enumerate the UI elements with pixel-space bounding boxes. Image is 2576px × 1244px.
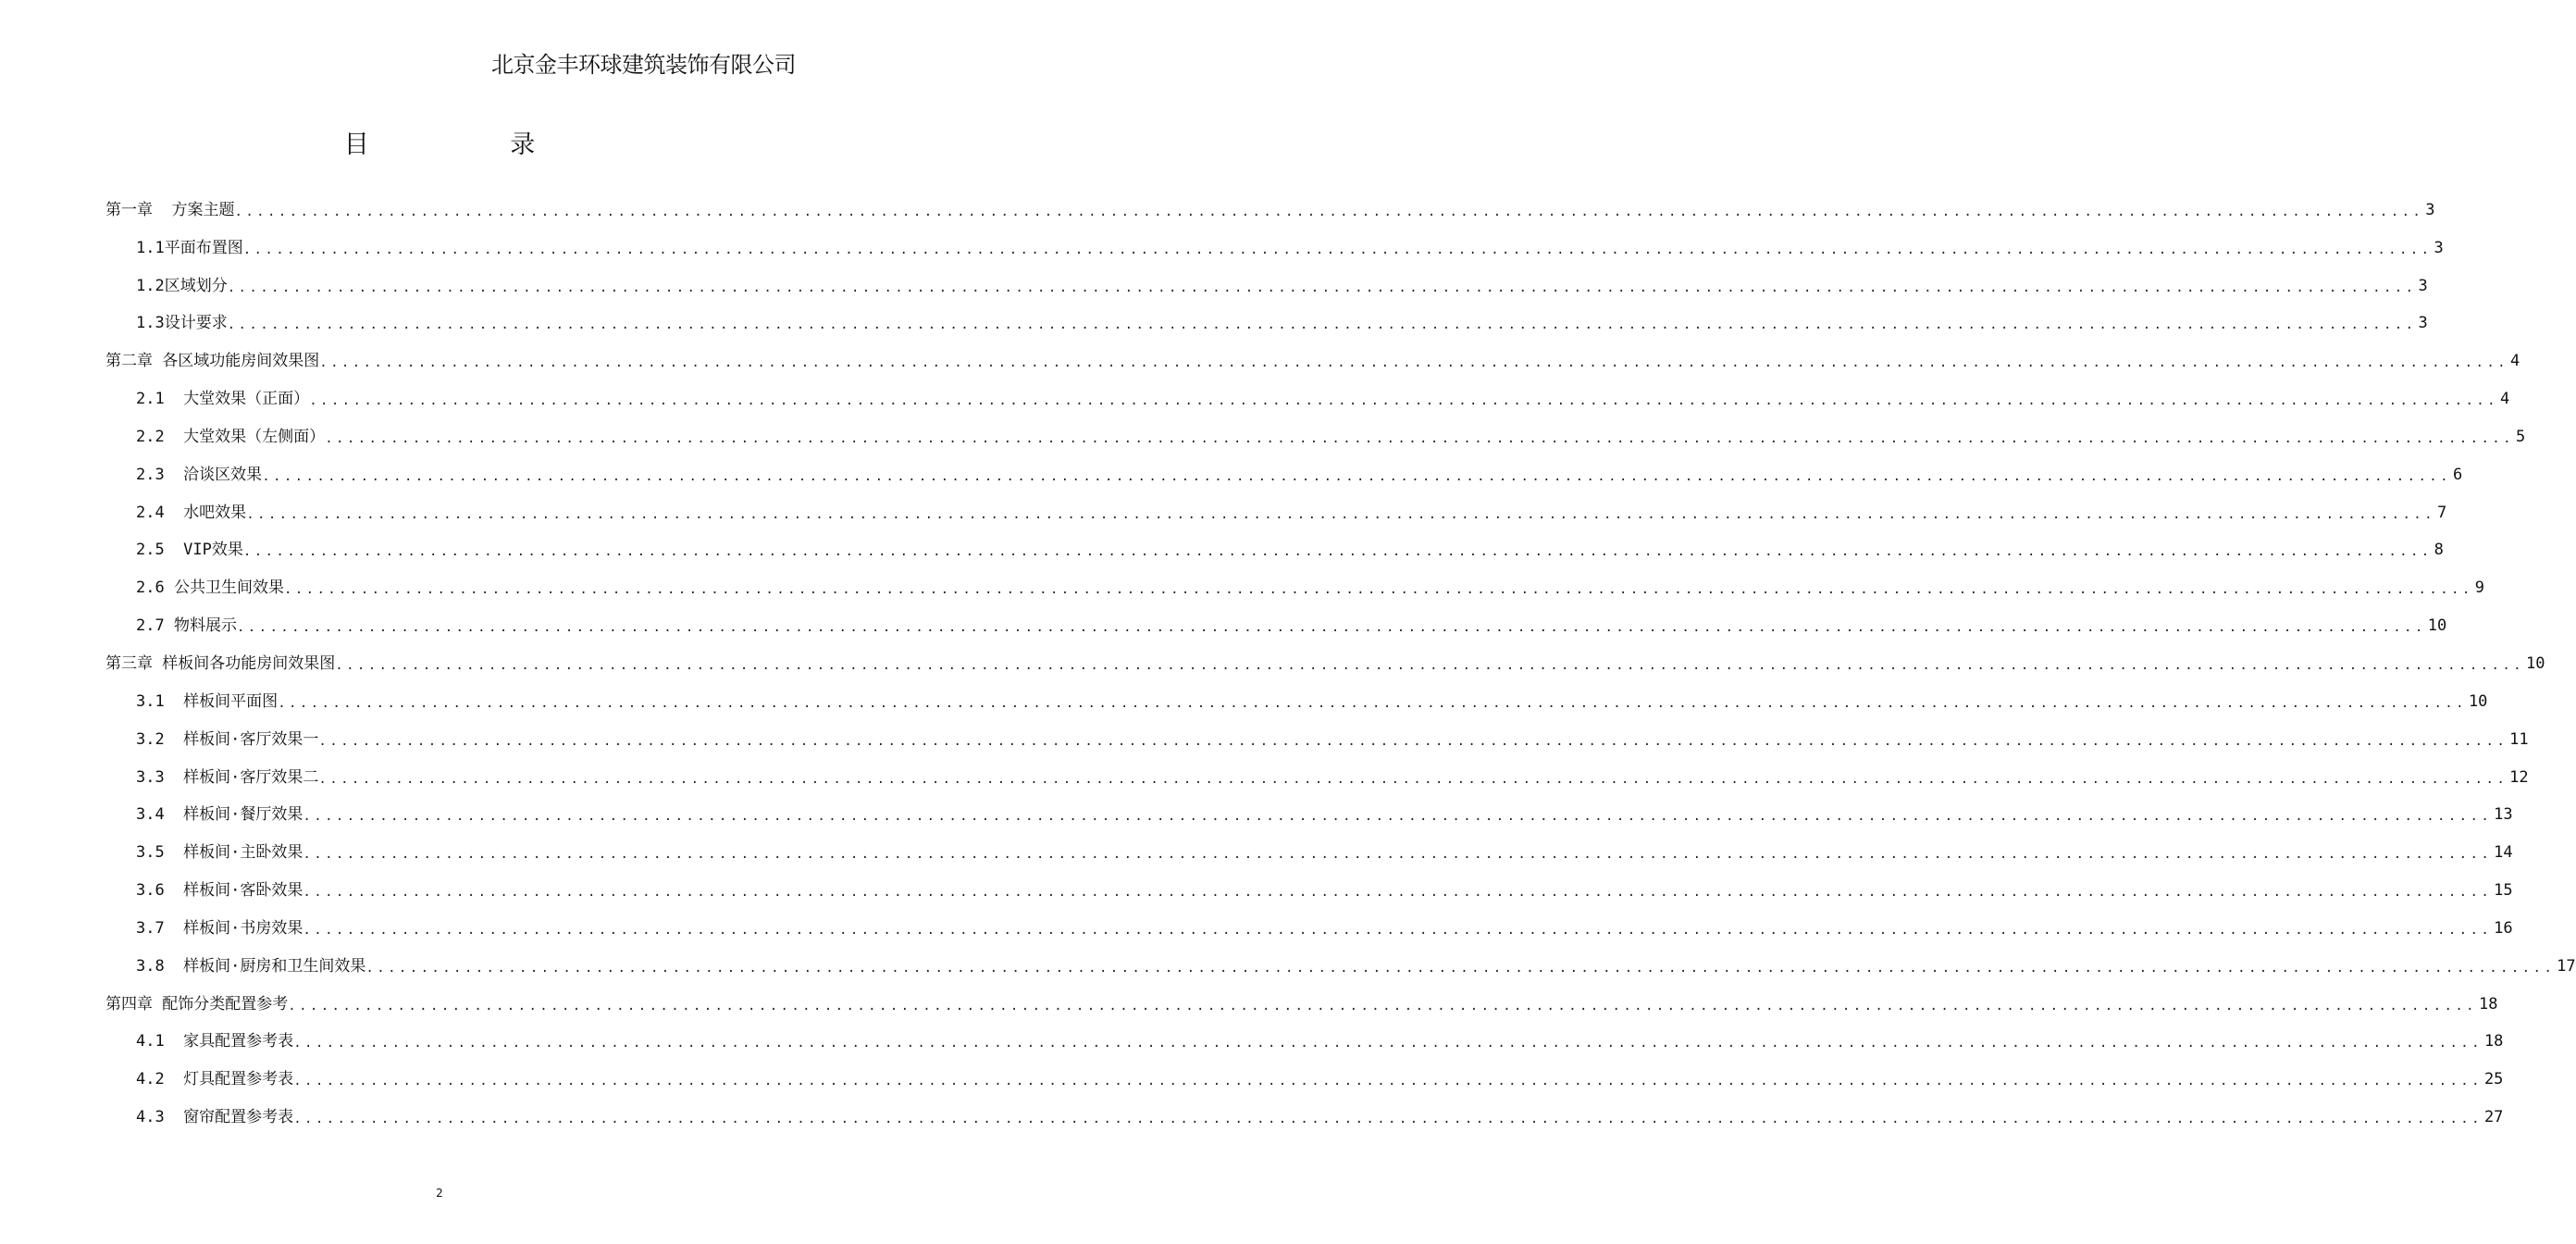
toc-leader-dots: ........................................................................................................................................................................................................ [318, 771, 2508, 787]
toc-entry-title: 2.2 大堂效果（左侧面） [136, 427, 326, 446]
toc-entry-title: 第三章 样板间各功能房间效果图 [105, 653, 336, 673]
toc-leader-dots: ........................................................................................................................................................................................................ [227, 317, 2417, 333]
toc-leader-dots: ........................................................................................................................................................................................................ [325, 430, 2514, 446]
toc-entry-page: 3 [2418, 276, 2428, 295]
toc-entry-title: 2.1 大堂效果（正面） [136, 390, 310, 409]
toc-leader-dots: ........................................................................................................................................................................................................ [318, 733, 2508, 749]
toc-leader-dots: ........................................................................................................................................................................................................ [309, 393, 2498, 409]
toc-leader-dots: ........................................................................................................................................................................................................ [283, 582, 2473, 598]
toc-entry-page: 15 [2494, 881, 2513, 901]
toc-entry-title: 4.2 灯具配置参考表 [136, 1070, 294, 1089]
toc-entry-page: 3 [2434, 238, 2444, 257]
toc-leader-dots: ........................................................................................................................................................................................................ [303, 809, 2493, 825]
toc-entry-title: 3.6 样板间·客卧效果 [136, 881, 303, 901]
toc-entry[interactable] [105, 229, 2444, 267]
toc-entry-page: 11 [2509, 729, 2529, 749]
toc-entry[interactable] [105, 1060, 2504, 1098]
toc-entry[interactable] [105, 1023, 2504, 1061]
toc-entry-title: 1.1平面布置图 [136, 238, 243, 257]
toc-entry-title: 第二章 各区域功能房间效果图 [105, 352, 320, 371]
toc-entry-title: 3.2 样板间·客厅效果一 [136, 729, 319, 749]
toc-entry[interactable] [105, 379, 2510, 417]
toc-entry[interactable] [105, 568, 2484, 606]
toc-entry[interactable] [105, 455, 2463, 493]
toc-entry[interactable] [105, 833, 2513, 871]
toc-leader-dots: ........................................................................................................................................................................................................ [227, 280, 2417, 295]
toc-entry-page: 5 [2515, 427, 2526, 446]
toc-entry-page: 17 [2557, 956, 2576, 976]
toc-entry-page: 18 [2483, 1032, 2504, 1051]
toc-leader-dots: ........................................................................................................................................................................................................ [242, 242, 2433, 257]
toc-leader-dots: ........................................................................................................................................................................................................ [319, 355, 2508, 371]
toc-leader-dots: ........................................................................................................................................................................................................ [242, 544, 2433, 560]
toc-entry[interactable] [105, 758, 2529, 796]
toc-entry-page: 9 [2474, 578, 2484, 598]
toc-leader-dots: ........................................................................................................................................................................................................ [365, 960, 2556, 976]
toc-entry[interactable] [105, 305, 2428, 342]
toc-entry-page: 6 [2452, 465, 2463, 484]
toc-entry-title: 3.7 样板间·书房效果 [136, 918, 303, 938]
toc-entry[interactable] [105, 947, 2576, 985]
toc-entry-title: 第四章 配饰分类配置参考 [105, 994, 289, 1014]
toc-entry[interactable] [105, 1098, 2504, 1136]
toc-entry-page: 8 [2434, 541, 2444, 560]
toc-entry-page: 10 [2427, 616, 2447, 636]
toc-entry-page: 4 [2509, 352, 2520, 371]
toc-entry-page: 3 [2425, 200, 2435, 219]
toc-entry[interactable] [105, 871, 2513, 909]
page-number: 2 [436, 1187, 443, 1200]
toc-leader-dots: ........................................................................................................................................................................................................ [303, 922, 2493, 938]
toc-entry[interactable] [105, 417, 2526, 455]
page-title: 目 录 [343, 131, 602, 159]
toc-entry-page: 12 [2509, 767, 2529, 787]
toc-leader-dots: ........................................................................................................................................................................................................ [293, 1112, 2483, 1127]
toc-entry[interactable] [105, 644, 2545, 682]
toc-leader-dots: ........................................................................................................................................................................................................ [278, 695, 2467, 711]
toc-entry-title: 3.8 样板间·厨房和卫生间效果 [136, 956, 366, 976]
toc-entry[interactable] [105, 267, 2428, 305]
toc-entry-title: 2.5 VIP效果 [136, 541, 243, 560]
toc-leader-dots: ........................................................................................................................................................................................................ [293, 1036, 2483, 1051]
toc-leader-dots: ........................................................................................................................................................................................................ [303, 847, 2493, 863]
toc-entry-title: 3.1 样板间平面图 [136, 691, 279, 711]
toc-leader-dots: ........................................................................................................................................................................................................ [293, 1074, 2483, 1089]
toc-entry-page: 16 [2494, 918, 2513, 938]
toc-leader-dots: ........................................................................................................................................................................................................ [335, 657, 2524, 673]
toc-entry-page: 18 [2478, 994, 2498, 1014]
toc-entry-title: 第一章 方案主题 [105, 200, 235, 219]
company-header: 北京金丰环球建筑装饰有限公司 [491, 52, 796, 78]
toc-leader-dots: ........................................................................................................................................................................................................ [236, 620, 2426, 636]
toc-leader-dots: ........................................................................................................................................................................................................ [288, 998, 2477, 1014]
toc-entry[interactable] [105, 606, 2447, 644]
toc-entry-title: 2.4 水吧效果 [136, 503, 247, 522]
toc-entry-page: 10 [2525, 653, 2545, 673]
toc-entry-page: 27 [2483, 1108, 2504, 1127]
toc-leader-dots: ........................................................................................................................................................................................................ [246, 506, 2435, 522]
toc-entry-page: 14 [2494, 843, 2513, 863]
toc-entry-title: 2.6 公共卫生间效果 [136, 578, 284, 598]
toc-entry[interactable] [105, 985, 2498, 1023]
toc-entry-title: 1.2区域划分 [136, 276, 228, 295]
toc-entry[interactable] [105, 493, 2447, 531]
toc-entry[interactable] [105, 796, 2513, 834]
toc-entry-title: 2.3 洽谈区效果 [136, 465, 263, 484]
toc-entry-title: 3.5 样板间·主卧效果 [136, 843, 303, 863]
table-of-contents [105, 191, 2576, 1136]
toc-entry-title: 1.3设计要求 [136, 314, 228, 333]
toc-entry-page: 25 [2483, 1070, 2504, 1089]
toc-entry[interactable] [105, 191, 2435, 229]
toc-entry-page: 4 [2499, 390, 2510, 409]
toc-entry-page: 7 [2436, 503, 2447, 522]
toc-entry[interactable] [105, 682, 2488, 720]
toc-entry[interactable] [105, 720, 2529, 758]
toc-entry-title: 3.4 样板间·餐厅效果 [136, 805, 303, 825]
toc-entry-title: 2.7 物料展示 [136, 616, 237, 636]
toc-leader-dots: ........................................................................................................................................................................................................ [262, 468, 2451, 484]
toc-leader-dots: ........................................................................................................................................................................................................ [303, 885, 2493, 901]
toc-entry-title: 4.1 家具配置参考表 [136, 1032, 294, 1051]
toc-entry-title: 4.3 窗帘配置参考表 [136, 1108, 294, 1127]
toc-leader-dots: ........................................................................................................................................................................................................ [234, 204, 2424, 219]
toc-entry-title: 3.3 样板间·客厅效果二 [136, 767, 319, 787]
toc-entry[interactable] [105, 909, 2513, 947]
toc-entry-page: 10 [2468, 691, 2488, 711]
toc-entry[interactable] [105, 342, 2520, 379]
toc-entry-page: 3 [2418, 314, 2428, 333]
toc-entry[interactable] [105, 531, 2444, 569]
toc-entry-page: 13 [2494, 805, 2513, 825]
